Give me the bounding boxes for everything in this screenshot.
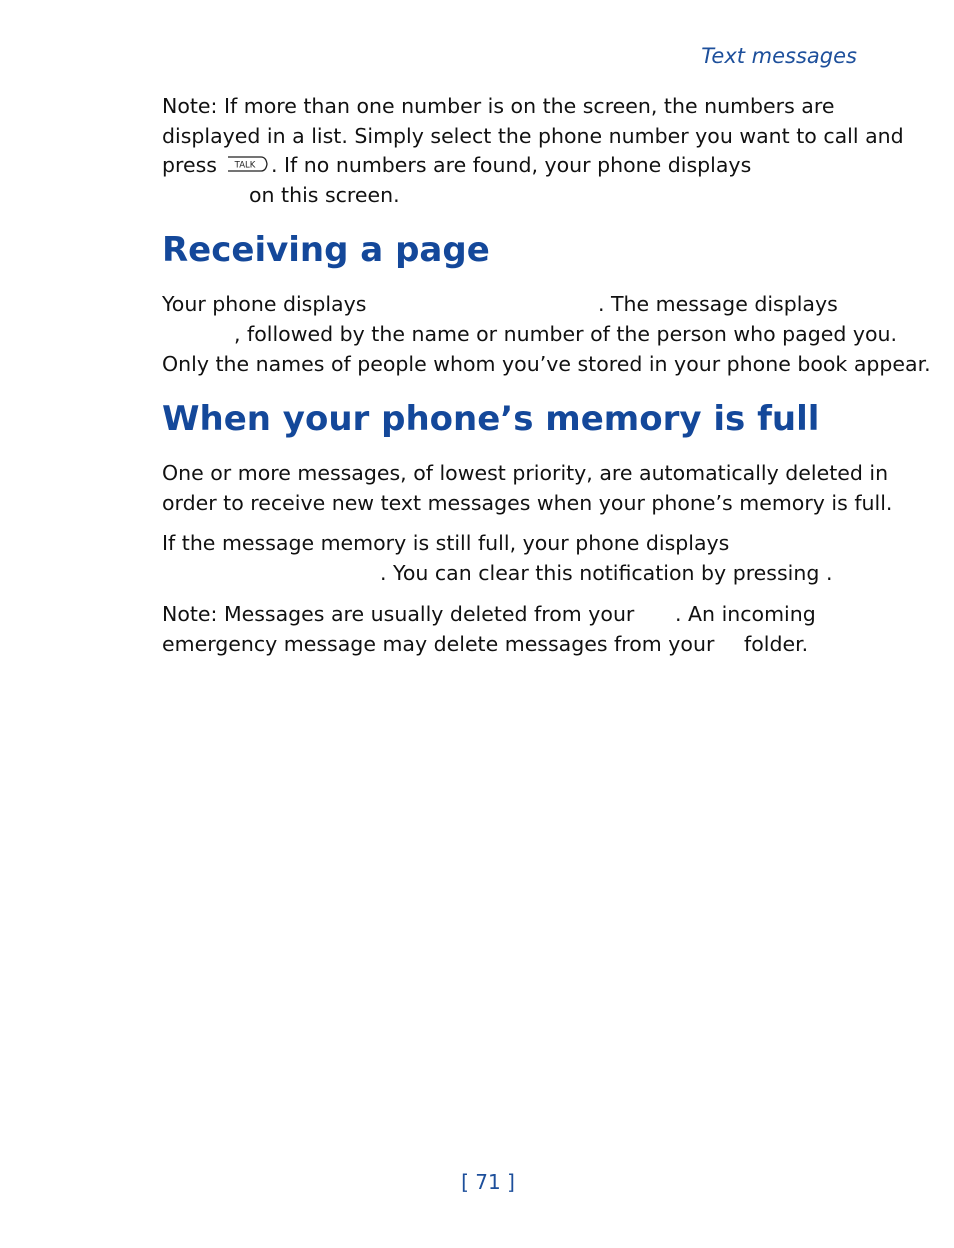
s2-p1-line1: One or more messages, of lowest priority, are automatically deleted in — [162, 461, 889, 485]
note1-line3-start: press — [162, 153, 217, 177]
page-number: [ 71 ] — [461, 1170, 515, 1194]
note1-line2: displayed in a list. Simply select the phone number you want to call and — [162, 124, 904, 148]
heading-memory-full: When your phone’s memory is full — [162, 399, 820, 439]
running-header: Text messages — [701, 44, 857, 68]
note2-line1-start: Note: Messages are usually deleted from your — [162, 602, 635, 626]
s2-p2-line2-start: . You can clear this notification by pressing — [380, 561, 820, 585]
s1-line3: Only the names of people whom you’ve stored in your phone book appear. — [162, 352, 931, 376]
note1-line3 — [162, 153, 751, 177]
heading-receiving-page: Receiving a page — [162, 230, 490, 270]
note1-line1: Note: If more than one number is on the screen, the numbers are — [162, 94, 835, 118]
s2-p2-line1: If the message memory is still full, your phone displays — [162, 531, 730, 555]
talk-key-icon — [225, 155, 269, 174]
s2-p1-line2: order to receive new text messages when your phone’s memory is full. — [162, 491, 893, 515]
s1-line1-start: Your phone displays — [162, 292, 367, 316]
s2-p2-line2-end: . — [826, 561, 833, 585]
note2-line2-start: emergency message may delete messages from your — [162, 632, 715, 656]
s1-line1-end: . The message displays — [598, 292, 838, 316]
note1-line4: on this screen. — [249, 183, 400, 207]
note2-line1-end: . An incoming — [675, 602, 816, 626]
note2-line2-end: folder. — [744, 632, 809, 656]
s1-line2: , followed by the name or number of the person who paged you. — [234, 322, 898, 346]
talk-key-label: TALK — [234, 160, 256, 170]
note1-line3-end: . If no numbers are found, your phone displays — [270, 153, 752, 177]
